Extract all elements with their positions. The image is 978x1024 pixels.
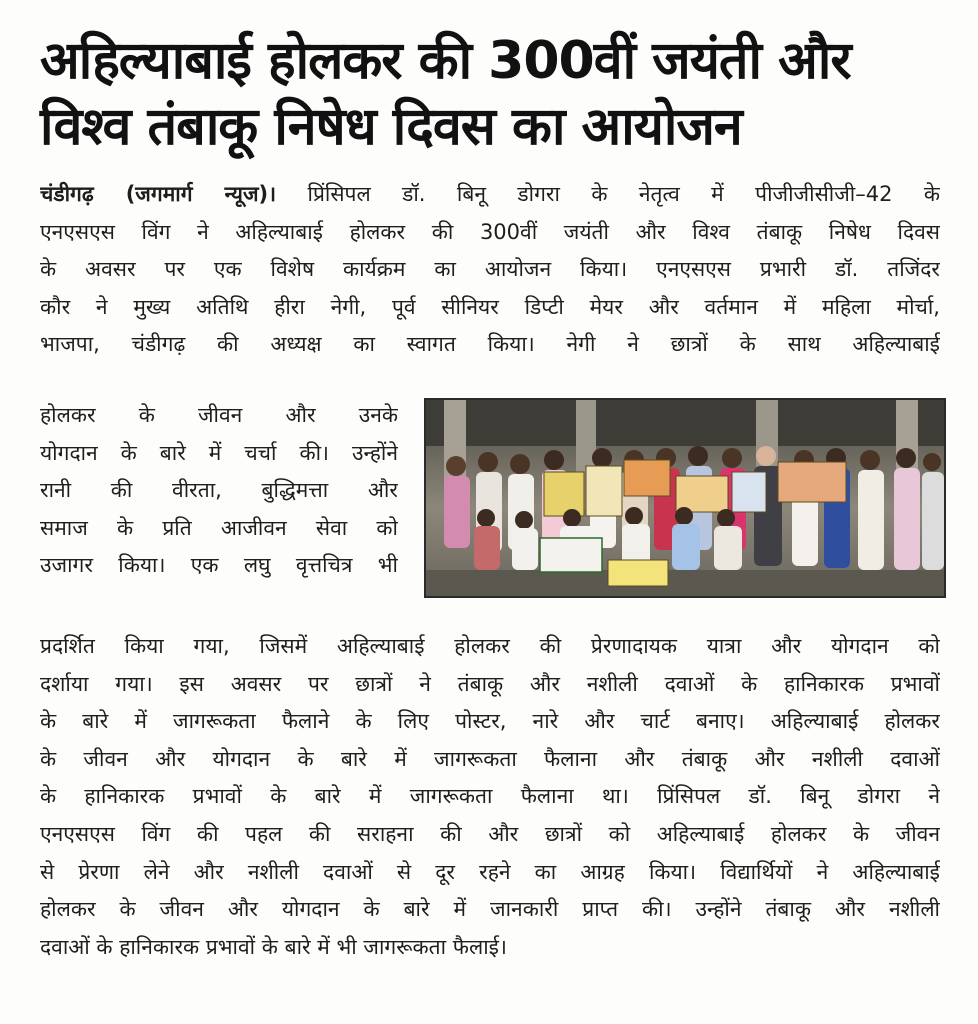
body-line: होलकर के जीवन और योगदान के बारे में जानकारी प्राप्त की। उन्होंने तंबाकू और नशीली: [40, 897, 940, 922]
body-line: योगदान के बारे में चर्चा की। उन्होंने: [40, 440, 398, 465]
body-line: भाजपा, चंडीगढ़ की अध्यक्ष का स्वागत किया। नेगी ने छात्रों के साथ अहिल्याबाई: [40, 332, 940, 357]
body-line: के हानिकारक प्रभावों के बारे में जागरूकता फैलाना था। प्रिंसिपल डॉ. बिनू डोगरा ने: [40, 784, 940, 809]
headline-line-2: विश्व तंबाकू निषेध दिवस का आयोजन: [40, 97, 742, 157]
body-line: के अवसर पर एक विशेष कार्यक्रम का आयोजन किया। एनएसएस प्रभारी डॉ. तजिंदर: [40, 257, 940, 282]
body-line: के बारे में जागरूकता फैलाने के लिए पोस्टर, नारे और चार्ट बनाए। अहिल्याबाई होलकर: [40, 709, 940, 734]
article-body-left-column: [40, 397, 398, 585]
body-line: कौर ने मुख्य अतिथि हीरा नेगी, पूर्व सीनियर डिप्टी मेयर और वर्तमान में महिला मोर्चा,: [40, 294, 940, 319]
body-line: दर्शाया गया। इस अवसर पर छात्रों ने तंबाकू और नशीली दवाओं के हानिकारक प्रभावों: [40, 671, 940, 696]
article-body-top: [40, 176, 940, 364]
article-body-bottom: [40, 628, 940, 966]
body-line: उजागर किया। एक लघु वृत्तचित्र भी: [40, 553, 398, 578]
body-line-last: दवाओं के हानिकारक प्रभावों के बारे में भी जागरूकता फैलाई।: [40, 934, 507, 959]
body-line: एनएसएस विंग ने अहिल्याबाई होलकर की 300वीं जयंती और विश्व तंबाकू निषेध दिवस: [40, 219, 940, 244]
body-line-text: प्रिंसिपल डॉ. बिनू डोगरा के नेतृत्व में पीजीजीसीजी–42 के: [276, 182, 940, 206]
article-headline: [40, 28, 960, 160]
group-photo-image: [426, 400, 944, 596]
body-line: के जीवन और योगदान के बारे में जागरूकता फैलाना और तंबाकू और नशीली दवाओं: [40, 746, 940, 771]
body-line: प्रदर्शित किया गया, जिसमें अहिल्याबाई होलकर की प्रेरणादायक यात्रा और योगदान को: [40, 634, 940, 658]
headline-line-1: अहिल्याबाई होलकर की 300वीं जयंती और: [40, 31, 851, 91]
group-photo: [424, 398, 946, 598]
body-line: एनएसएस विंग की पहल की सराहना की और छात्रों को अहिल्याबाई होलकर के जीवन: [40, 821, 940, 846]
body-line: रानी की वीरता, बुद्धिमत्ता और: [40, 478, 398, 503]
body-line: [40, 176, 940, 214]
body-line: होलकर के जीवन और उनके: [40, 403, 398, 427]
body-line: से प्रेरणा लेने और नशीली दवाओं से दूर रहने का आग्रह किया। विद्यार्थियों ने अहिल्याबाई: [40, 859, 940, 884]
body-line: समाज के प्रति आजीवन सेवा को: [40, 515, 398, 540]
dateline: चंडीगढ़ (जगमार्ग न्यूज)।: [40, 182, 277, 206]
